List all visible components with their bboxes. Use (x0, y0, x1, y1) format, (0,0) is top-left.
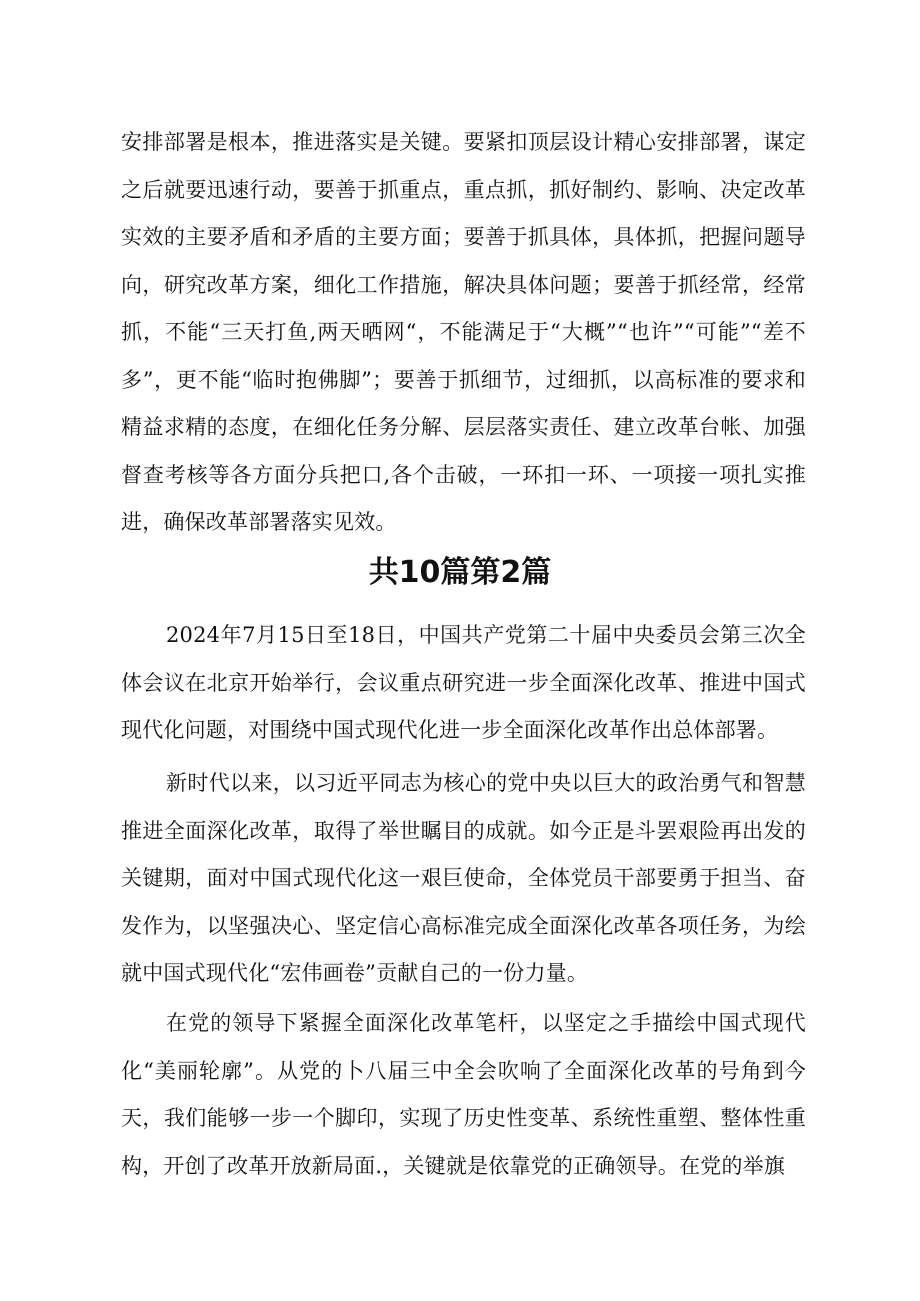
section-heading: 共10篇第2篇 (368, 555, 552, 590)
paragraph-party-leadership: 在党的领导下紧握全面深化改革笔杆，以坚定之手描绘中国式现代化“美丽轮廓”。从党的卜八届三中全会吹响了全面深化改革的号角到今天，我们能够一步一个脚印，实现了历史性变革、系统性重塑、整体性重构，开创了改革开放新局面.，关键就是依靠党的正确领导。在党的举旗 (121, 1011, 806, 1178)
paragraph-meeting: 2024年7月15日至18日，中国共产党第二十届中央委员会第三次全体会议在北京开始举行，会议重点研究进一步全面深化改革、推进中国式现代化问题，对围绕中国式现代化进一步全面深化改革作出总体部署。 (121, 623, 806, 742)
paragraph-new-era: 新时代以来，以习近平同志为核心的党中央以巨大的政治勇气和智慧推进全面深化改革，取得了举世瞩目的成就。如今正是斗罢艰险再出发的关键期，面对中国式现代化这一艰巨使命，全体党员干部要勇于担当、奋发作为，以坚强决心、坚定信心高标准完成全面深化改革各项任务，为绘就中国式现代化“宏伟画卷”贡献自己的一份力量。 (121, 771, 806, 985)
continued-paragraph: 安排部署是根本，推进落实是关键。要紧扣顶层设计精心安排部署，谋定之后就要迅速行动，要善于抓重点，重点抓，抓好制约、影响、决定改革实效的主要矛盾和矛盾的主要方面；要善于抓具体，具体抓，把握问题导向，研究改革方案，细化工作措施，解决具体问题；要善于抓经常，经常抓，不能“三天打鱼,两天晒网“，不能满足于“大概”“也许”“可能”“差不多”，更不能“临时抱佛脚”；要善于抓细节，过细抓，以高标准的要求和精益求精的态度，在细化任务分解、层层落实责任、建立改革台帐、加强督查考核等各方面分兵把口,各个击破，一环扣一环、一项接一项扎实推进，确保改革部署落实见效。 (121, 130, 806, 534)
